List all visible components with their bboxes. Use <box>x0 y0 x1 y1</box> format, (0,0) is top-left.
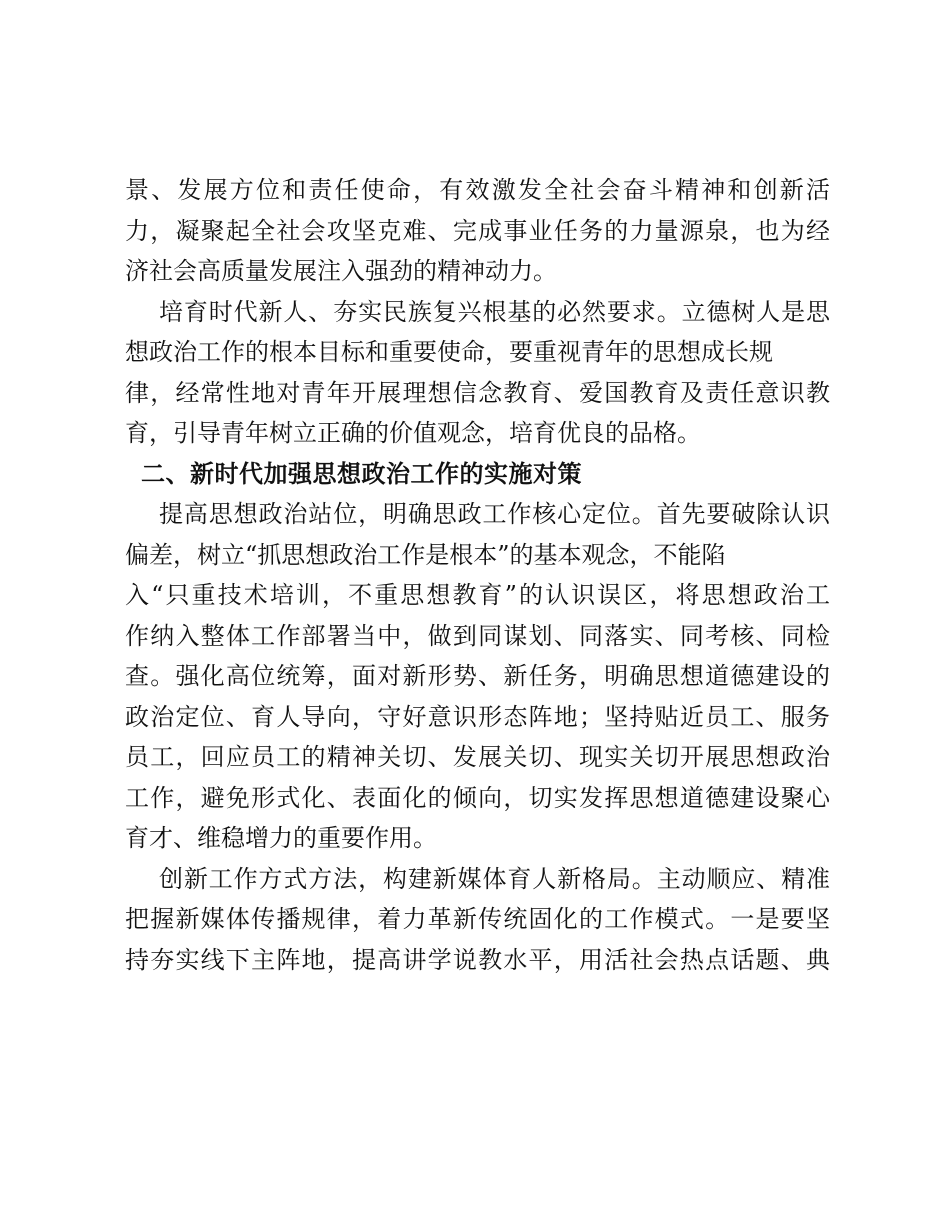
paragraph-cultivate-new-people <box>125 292 830 454</box>
text-line: 培育时代新人、夯实民族复兴根基的必然要求。立德树人是思 <box>159 297 830 326</box>
text-line: 作纳入整体工作部署当中，做到同谋划、同落实、同考核、同检 <box>125 621 830 650</box>
section-heading: 二、新时代加强思想政治工作的实施对策 <box>141 459 582 488</box>
text-line: 政治定位、育人导向，守好意识形态阵地；坚持贴近员工、服务 <box>125 702 830 731</box>
text-line: 创新工作方式方法，构建新媒体育人新格局。主动顺应、精准 <box>159 864 830 893</box>
paragraph-continued <box>125 170 830 292</box>
text-line: 把握新媒体传播规律，着力革新传统固化的工作模式。一是要坚 <box>125 905 830 933</box>
paragraph-political-position <box>125 494 830 859</box>
text-line: 持夯实线下主阵地，提高讲学说教水平，用活社会热点话题、典 <box>125 945 830 974</box>
paragraph-new-media <box>125 859 830 981</box>
text-line: 入“只重技术培训，不重思想教育”的认识误区，将思想政治工 <box>125 581 830 609</box>
text-line: 济社会高质量发展注入强劲的精神动力。 <box>125 257 557 285</box>
text-line: 员工，回应员工的精神关切、发展关切、现实关切开展思想政治 <box>125 743 830 771</box>
text-line: 提高思想政治站位，明确思政工作核心定位。首先要破除认识 <box>159 500 830 528</box>
text-line: 想政治工作的根本目标和重要使命，要重视青年的思想成长规 <box>125 338 773 366</box>
text-line: 偏差，树立“抓思想政治工作是根本”的基本观念，不能陷 <box>125 540 726 569</box>
text-line: 景、发展方位和责任使命，有效激发全社会奋斗精神和创新活 <box>125 176 830 204</box>
document-body <box>125 170 830 980</box>
text-line: 查。强化高位统筹，面对新形势、新任务，明确思想道德建设的 <box>125 662 830 690</box>
text-line: 律，经常性地对青年开展理想信念教育、爱国教育及责任意识教 <box>125 378 830 407</box>
text-line: 育，引导青年树立正确的价值观念，培育优良的品格。 <box>125 419 701 447</box>
text-line: 工作，避免形式化、表面化的倾向，切实发挥思想道德建设聚心 <box>125 783 830 812</box>
text-line: 力，凝聚起全社会攻坚克难、完成事业任务的力量源泉，也为经 <box>125 216 830 245</box>
text-line: 育才、维稳增力的重要作用。 <box>125 824 437 852</box>
